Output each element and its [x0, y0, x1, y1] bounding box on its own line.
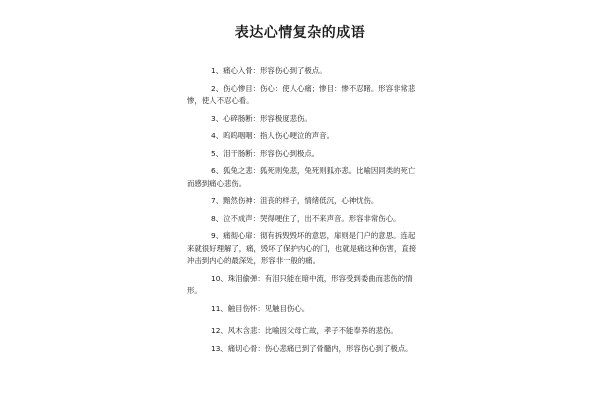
idiom-entry-6: 6、狐兔之悲：狐死则兔悲，兔死则狐亦悲。比喻因同类的死亡而感到痛心悲伤。	[187, 166, 416, 188]
idiom-entry-12: 12、风木含悲：比喻因父母亡故，孝子不能奉养的悲伤。	[211, 326, 398, 335]
idiom-entry-4: 4、呜呜咽咽：指人伤心哽泣的声音。	[211, 131, 334, 140]
idiom-entry-9: 9、痛彻心扉：彻有拆毁毁坏的意思，扉则是门户的意思。连起来就很好理解了，痛，毁坏了保护内心的门，也就是痛这种伤害，直接冲击到内心的最深处，形容非一般的痛。	[187, 231, 417, 265]
idiom-entry-5: 5、泪干肠断：形容伤心到极点。	[211, 148, 320, 158]
idiom-entry-1: 1、痛心入骨：形容伤心到了极点。	[211, 66, 327, 75]
idiom-entry-2: 2、伤心惨目：伤心：使人心痛；惨目：惨不忍睹。形容非常悲惨，使人不忍心看。	[187, 83, 416, 105]
idiom-list	[187, 65, 417, 360]
idiom-entry-10: 10、珠泪偷弹：有泪只能在暗中流，形容受到委曲而悲伤的情形。	[187, 273, 413, 295]
idiom-entry-3: 3、心碎肠断：形容极度悲伤。	[211, 113, 312, 123]
idiom-entry-7: 7、黯然伤神：沮丧的样子，情绪低沉，心神忧伤。	[211, 196, 379, 205]
idiom-entry-11: 11、触目伤怀：见触目伤心。	[211, 303, 310, 313]
document-title: 表达心情复杂的成语	[234, 25, 366, 41]
idiom-entry-13: 13、痛切心骨：伤心悲痛已到了骨髓内，形容伤心到了极点。	[211, 343, 413, 353]
idiom-entry-8: 8、泣不成声：哭得哽住了，出不来声音。形容非常伤心。	[211, 213, 401, 223]
